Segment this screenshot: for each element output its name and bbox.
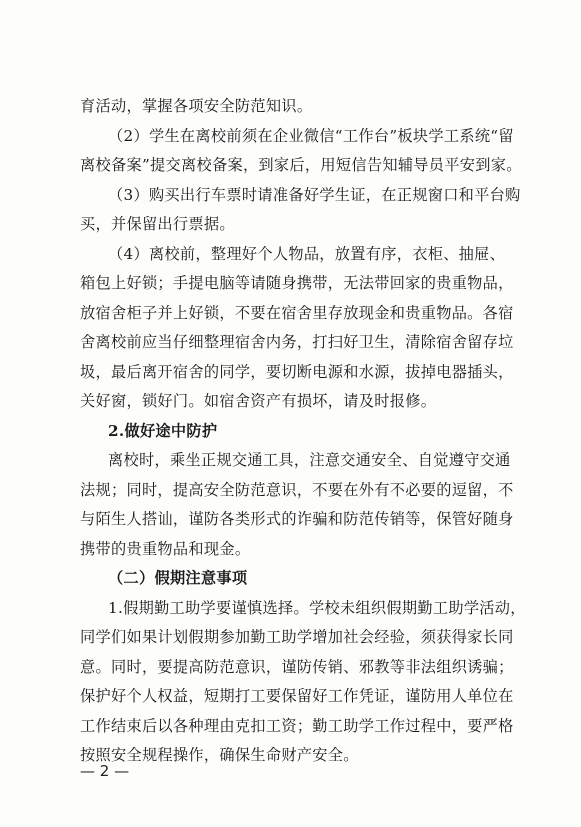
- body-text-line: （2）学生在离校前须在企业微信“工作台”板块学工系统“留: [108, 126, 514, 145]
- body-text-line: 保护好个人权益，短期打工要保留好工作凭证，谨防用人单位在: [80, 687, 514, 705]
- body-text-line: 1.假期勤工助学要谨慎选择。学校未组织假期勤工助学活动，: [108, 598, 526, 617]
- body-text-line: 与陌生人搭讪，谨防各类形式的诈骗和防范传销等，保管好随身: [80, 510, 514, 528]
- document-body: [80, 92, 526, 771]
- body-text-line: 买，并保留出行票据。: [80, 215, 235, 233]
- section-heading: （二）假期注意事项: [108, 569, 248, 587]
- page-number: — 2 —: [80, 762, 130, 780]
- body-text-line: 工作结束后以各种理由克扣工资；勤工助学工作过程中，要严格: [80, 716, 514, 735]
- section-heading: 2.做好途中防护: [108, 421, 218, 440]
- body-text-line: 育活动，掌握各项安全防范知识。: [80, 97, 313, 115]
- body-text-line: 圾，最后离开宿舍的同学，要切断电源和水源，拔掉电器插头，: [80, 362, 514, 381]
- body-text-line: （4）离校前，整理好个人物品，放置有序，衣柜、抽屉、: [108, 244, 506, 263]
- body-text-line: 离校时，乘坐正规交通工具，注意交通安全、自觉遵守交通: [108, 451, 511, 469]
- body-text-line: 箱包上好锁；手提电脑等请随身携带，无法带回家的贵重物品，: [80, 274, 514, 292]
- body-text-line: 意。同时，要提高防范意识，谨防传销、邪教等非法组织诱骗；: [80, 657, 514, 676]
- body-text-line: 法规；同时，提高安全防范意识，不要在外有不必要的逗留，不: [80, 480, 514, 499]
- body-text-line: 离校备案”提交离校备案，到家后，用短信告知辅导员平安到家。: [80, 156, 522, 174]
- body-text-line: 舍离校前应当仔细整理宿舍内务，打扫好卫生，清除宿舍留存垃: [80, 333, 514, 351]
- body-text-line: 关好窗，锁好门。如宿舍资产有损坏，请及时报修。: [80, 392, 437, 410]
- body-text-line: 放宿舍柜子并上好锁，不要在宿舍里存放现金和贵重物品。各宿: [80, 303, 514, 322]
- body-text-line: 按照安全规程操作，确保生命财产安全。: [80, 746, 359, 764]
- body-text-line: （3）购买出行车票时请准备好学生证，在正规窗口和平台购: [108, 185, 521, 204]
- body-text-line: 同学们如果计划假期参加勤工助学增加社会经验，须获得家长同: [80, 628, 514, 646]
- body-text-line: 携带的贵重物品和现金。: [80, 539, 251, 558]
